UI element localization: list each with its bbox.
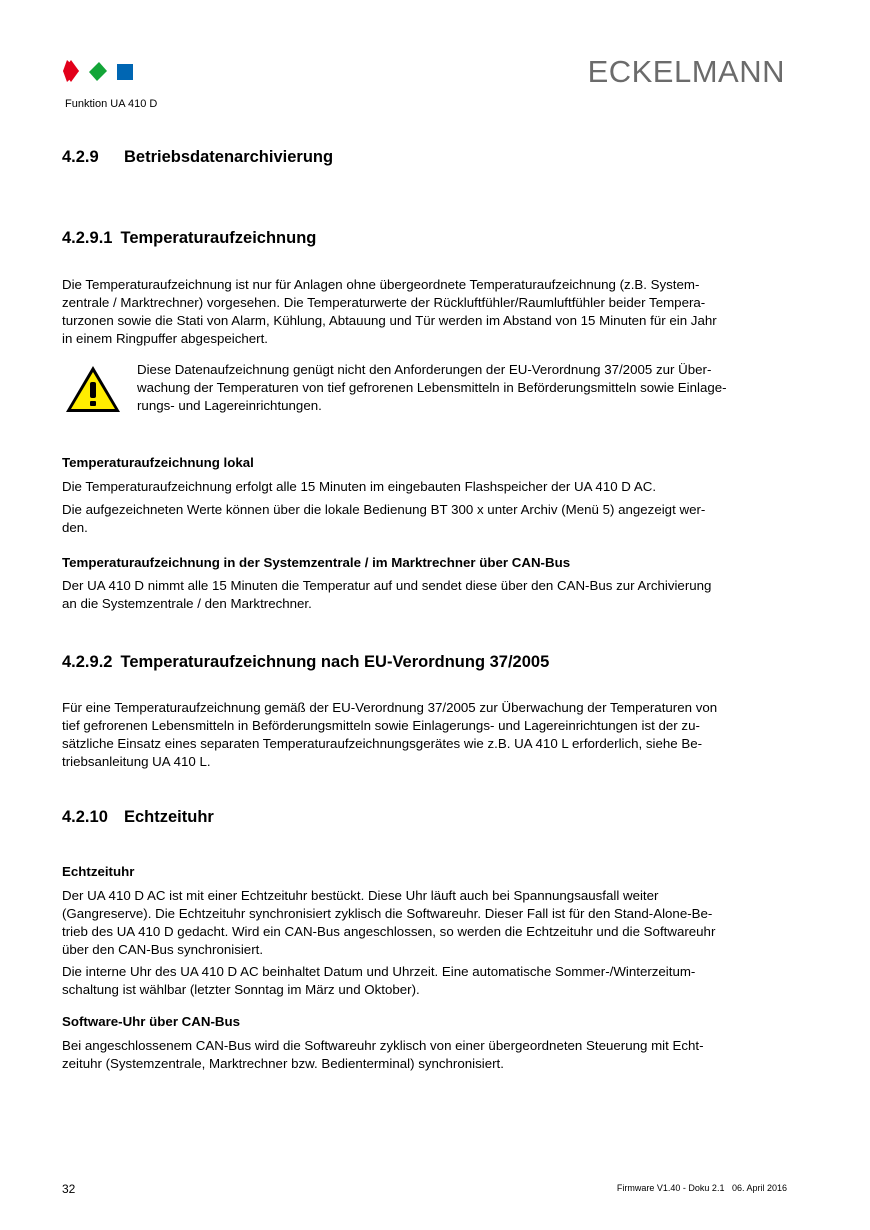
- eckelmann-logo-icon: [63, 60, 135, 82]
- paragraph-can: [62, 577, 792, 613]
- text-line: turzonen sowie die Stati von Alarm, Kühlung, Abtauung und Tür werden im Abstand von 15 Minuten für ein Jahr: [62, 313, 717, 328]
- text-line: Die aufgezeichneten Werte können über die lokale Bedienung BT 300 x unter Archiv (Menü 5) angezeigt wer-: [62, 502, 706, 517]
- paragraph-lokal-2: [62, 501, 792, 537]
- footer-version-info: Firmware V1.40 - Doku 2.1 06. April 2016: [616, 1183, 787, 1193]
- section-heading-4-2-9-2: [62, 653, 549, 672]
- section-heading-4-2-10: [62, 808, 214, 827]
- text-line: in einem Ringpuffer abgespeichert.: [62, 331, 268, 346]
- text-line: Die Temperaturaufzeichnung erfolgt alle 15 Minuten im eingebauten Flashspeicher der UA 410 D AC.: [62, 479, 657, 494]
- subheading-software-uhr: Software-Uhr über CAN-Bus: [62, 1014, 241, 1029]
- section-number: 4.2.9: [62, 148, 99, 166]
- section-title: Echtzeituhr: [124, 808, 214, 826]
- section-title: Temperaturaufzeichnung: [120, 229, 317, 247]
- text-line: zeituhr (Systemzentrale, Marktrechner bzw. Bedienterminal) synchronisiert.: [62, 1056, 504, 1071]
- text-line: Für eine Temperaturaufzeichnung gemäß der EU-Verordnung 37/2005 zur Überwachung der Temperaturen von: [62, 700, 718, 715]
- text-line: Der UA 410 D nimmt alle 15 Minuten die Temperatur auf und sendet diese über den CAN-Bus zur Archivierung: [62, 578, 712, 593]
- paragraph-eu: [62, 699, 792, 771]
- text-line: zentrale / Marktrechner) vorgesehen. Die Temperaturwerte der Rückluftfühler/Raumluftfühler beider Tempera-: [62, 295, 706, 310]
- text-line: Die interne Uhr des UA 410 D AC beinhaltet Datum und Uhrzeit. Eine automatische Sommer-/Winterzeitum-: [62, 964, 696, 979]
- text-line: schaltung ist wählbar (letzter Sonntag im März und Oktober).: [62, 982, 420, 997]
- warning-triangle-icon: [64, 364, 122, 414]
- document-function-label: Funktion UA 410 D: [65, 98, 158, 110]
- paragraph-intro: [62, 276, 792, 348]
- text-line: tief gefrorenen Lebensmitteln in Beförderungsmitteln sowie Einlagerungs- und Lagereinrichtungen ist der zu-: [62, 718, 700, 733]
- brand-wordmark: ECKELMANN: [587, 54, 785, 89]
- text-line: rungs- und Lagereinrichtungen.: [137, 398, 322, 413]
- text-line: triebsanleitung UA 410 L.: [62, 754, 211, 769]
- text-line: Der UA 410 D AC ist mit einer Echtzeituhr bestückt. Diese Uhr läuft auch bei Spannungsausfall weiter: [62, 888, 659, 903]
- text-line: Die Temperaturaufzeichnung ist nur für Anlagen ohne übergeordnete Temperaturaufzeichnung (z.B. System-: [62, 277, 700, 292]
- text-line: (Gangreserve). Die Echtzeituhr synchronisiert zyklisch die Softwareuhr. Dieser Fall ist für den Stand-Alone-Be-: [62, 906, 713, 921]
- text-line: den.: [62, 520, 88, 535]
- section-number: 4.2.9.1: [62, 229, 113, 247]
- text-line: sätzliche Einsatz eines separaten Temperaturaufzeichnungsgerätes wie z.B. UA 410 L erforderlich, siehe Be-: [62, 736, 703, 751]
- section-number: 4.2.10: [62, 808, 108, 826]
- paragraph-lokal-1: [62, 478, 792, 496]
- page-number: 32: [62, 1182, 76, 1196]
- text-line: Diese Datenaufzeichnung genügt nicht den Anforderungen der EU-Verordnung 37/2005 zur Über-: [137, 362, 712, 377]
- section-heading-4-2-9-1: [62, 229, 316, 248]
- text-line: wachung der Temperaturen von tief gefrorenen Lebensmitteln in Beförderungsmitteln sowie Einlage-: [137, 380, 727, 395]
- paragraph-echtzeituhr-2: [62, 963, 792, 999]
- text-line: über den CAN-Bus synchronisiert.: [62, 942, 264, 957]
- paragraph-echtzeituhr-1: [62, 887, 792, 959]
- text-line: Bei angeschlossenem CAN-Bus wird die Softwareuhr zyklisch von einer übergeordneten Steuerung mit Echt-: [62, 1038, 704, 1053]
- section-title: Betriebsdatenarchivierung: [124, 148, 334, 166]
- text-line: an die Systemzentrale / den Marktrechner.: [62, 596, 312, 611]
- section-number: 4.2.9.2: [62, 653, 113, 671]
- warning-note: [137, 361, 792, 415]
- paragraph-software-uhr: [62, 1037, 792, 1073]
- section-heading-4-2-9: [62, 148, 333, 167]
- subheading-echtzeituhr: Echtzeituhr: [62, 864, 135, 879]
- subheading-can: Temperaturaufzeichnung in der Systemzentrale / im Marktrechner über CAN-Bus: [62, 555, 571, 570]
- section-title: Temperaturaufzeichnung nach EU-Verordnung 37/2005: [120, 653, 550, 671]
- subheading-lokal: Temperaturaufzeichnung lokal: [62, 455, 254, 470]
- text-line: trieb des UA 410 D gedacht. Wird ein CAN-Bus angeschlossen, so werden die Echtzeituhr und die Softwareuhr: [62, 924, 716, 939]
